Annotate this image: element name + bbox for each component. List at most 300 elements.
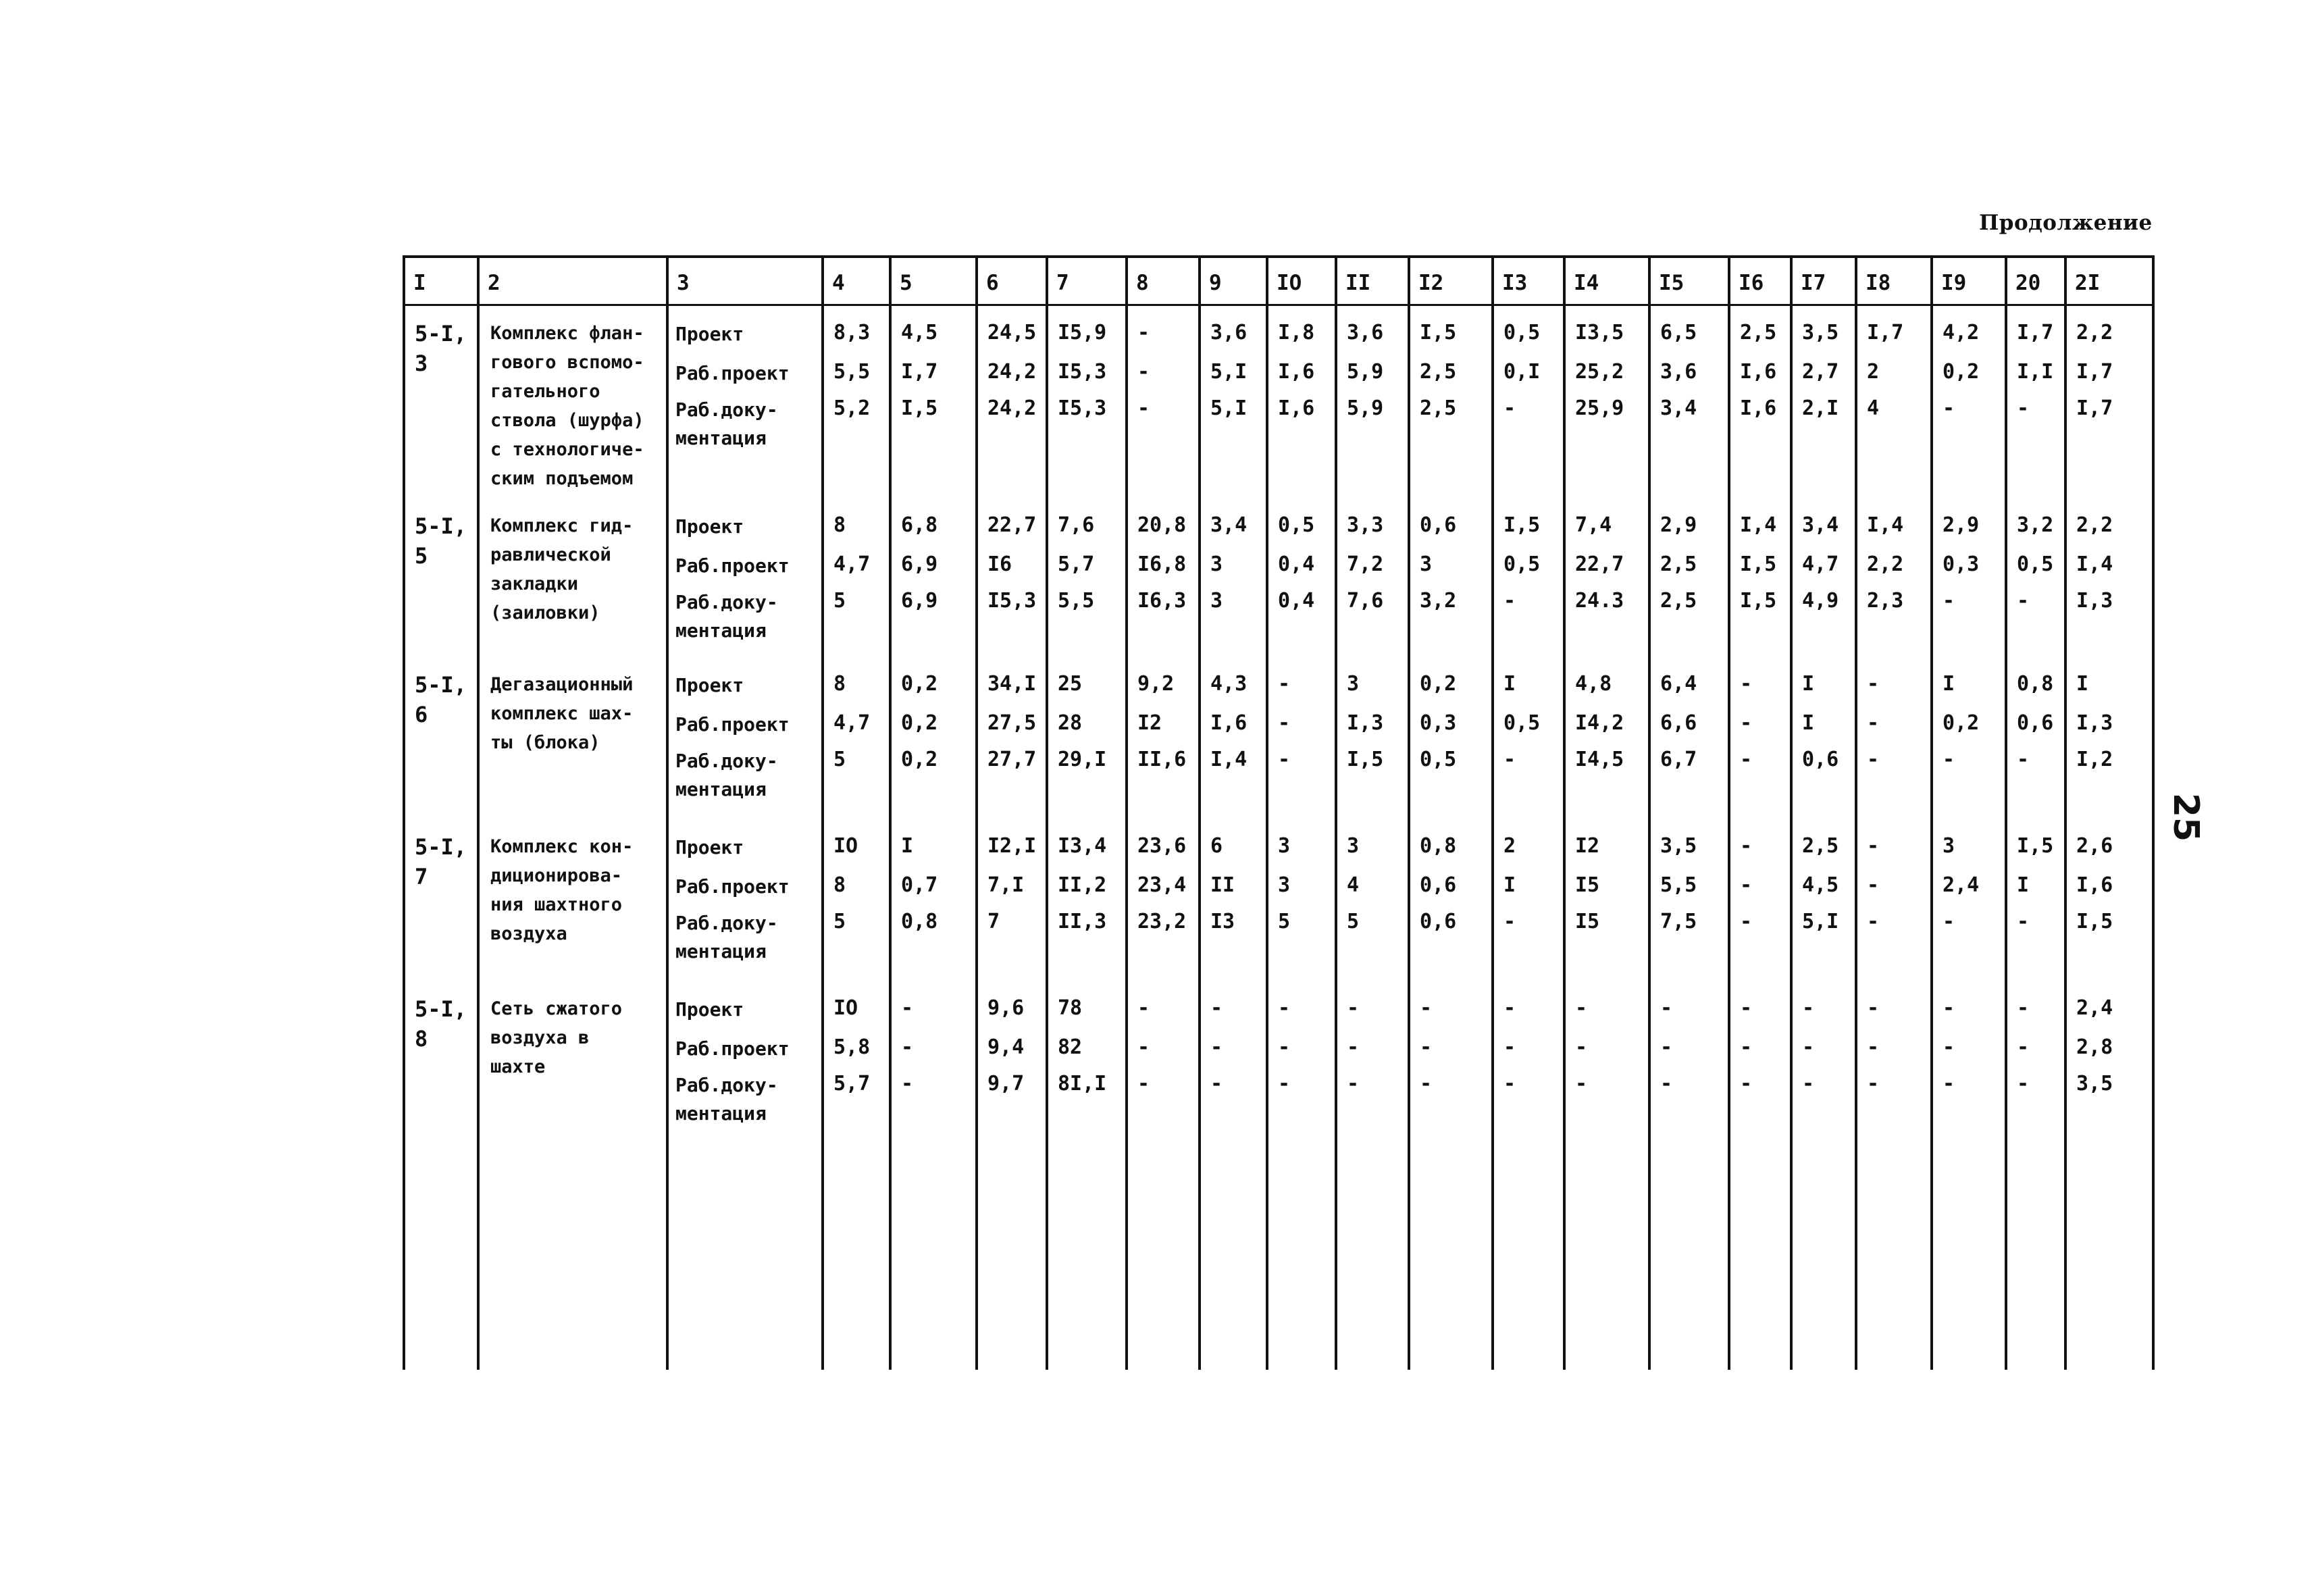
table-cell: I,4: [2076, 552, 2113, 576]
column-header: I: [413, 271, 426, 295]
column-header: 9: [1209, 271, 1222, 295]
table-cell: II: [1210, 873, 1235, 897]
table-cell: -: [1867, 1072, 1880, 1096]
table-cell: I5,3: [987, 589, 1037, 613]
column-divider: [1728, 255, 1730, 1370]
table-cell: -: [1347, 996, 1360, 1020]
table-cell: I,6: [1278, 360, 1315, 384]
table-cell: 4,9: [1802, 589, 1839, 613]
table-cell: 25,2: [1575, 360, 1624, 384]
table-cell: 3,6: [1660, 360, 1697, 384]
column-divider: [1930, 255, 1933, 1370]
table-cell: 0,6: [2017, 711, 2054, 735]
table-cell: II,3: [1058, 910, 1107, 933]
column-divider: [2064, 255, 2067, 1370]
table-cell: 2,5: [1420, 396, 1457, 420]
table-cell: -: [1278, 711, 1291, 735]
table-cell: I,6: [1278, 396, 1315, 420]
table-cell: 0,3: [1943, 552, 1980, 576]
table-cell: 2,3: [1867, 589, 1904, 613]
table-cell: I6,3: [1137, 589, 1187, 613]
object-code: 5-I, 5: [415, 513, 467, 569]
table-cell: 78: [1058, 996, 1083, 1020]
table-cell: I,5: [2076, 910, 2113, 933]
table-cell: 9,6: [987, 996, 1025, 1020]
table-cell: 2: [1503, 834, 1516, 858]
table-cell: I,4: [1740, 513, 1777, 537]
table-cell: 6,9: [901, 589, 938, 613]
table-cell: 3: [1347, 672, 1360, 696]
stage-label: Раб.доку- ментация: [675, 398, 778, 449]
table-cell: -: [1943, 910, 1955, 933]
table-cell: -: [1740, 711, 1753, 735]
table-cell: 5,9: [1347, 360, 1384, 384]
table-cell: 0,8: [2017, 672, 2054, 696]
column-header: 6: [986, 271, 999, 295]
table-cell: 4,5: [901, 321, 938, 344]
table-cell: -: [1740, 834, 1753, 858]
table-cell: -: [1740, 672, 1753, 696]
table-cell: 0,6: [1802, 748, 1839, 771]
table-cell: 3,4: [1210, 513, 1248, 537]
table-cell: -: [1867, 873, 1880, 897]
table-cell: 2,2: [2076, 513, 2113, 537]
table-cell: 29,I: [1058, 748, 1107, 771]
table-cell: 0,6: [1420, 873, 1457, 897]
table-cell: II,2: [1058, 873, 1107, 897]
table-cell: -: [1137, 360, 1150, 384]
column-header: 2I: [2075, 271, 2101, 295]
table-cell: II,6: [1137, 748, 1187, 771]
object-name: Комплекс кон- диционирова- ния шахтного воздуха: [490, 836, 634, 944]
object-name: Комплекс флан- гового вспомо- гательного ствола (шурфа) с технологиче- ским подъемом: [490, 323, 644, 489]
table-cell: I,6: [1740, 360, 1777, 384]
table-cell: 4: [1347, 873, 1360, 897]
table-cell: I,3: [1347, 711, 1384, 735]
table-cell: I4,5: [1575, 748, 1624, 771]
table-cell: 23,4: [1137, 873, 1187, 897]
table-cell: 6,8: [901, 513, 938, 537]
table-cell: 24,2: [987, 360, 1037, 384]
table-cell: 2,4: [2076, 996, 2113, 1020]
table-cell: 0,5: [1503, 552, 1541, 576]
table-cell: -: [1943, 1035, 1955, 1059]
table-cell: -: [2017, 1035, 2030, 1059]
column-header: I8: [1866, 271, 1891, 295]
object-name: Дегазационный комплекс шах- ты (блока): [490, 674, 634, 753]
table-cell: -: [1420, 996, 1433, 1020]
table-cell: I,3: [2076, 711, 2113, 735]
table-cell: I: [901, 834, 914, 858]
table-cell: -: [901, 1072, 914, 1096]
table-cell: -: [1210, 1035, 1223, 1059]
table-cell: 5,5: [1660, 873, 1697, 897]
table-cell: I,3: [2076, 589, 2113, 613]
table-cell: I3: [1210, 910, 1235, 933]
table-cell: 0,5: [1278, 513, 1315, 537]
table-cell: -: [1210, 996, 1223, 1020]
table-cell: 0,2: [901, 711, 938, 735]
table-cell: 3,6: [1210, 321, 1248, 344]
table-cell: 0,8: [1420, 834, 1457, 858]
table-cell: 5,2: [833, 396, 871, 420]
table-cell: 0,5: [2017, 552, 2054, 576]
table-cell: 6,7: [1660, 748, 1697, 771]
table-cell: 0,3: [1420, 711, 1457, 735]
table-cell: I,5: [1420, 321, 1457, 344]
table-cell: -: [1943, 396, 1955, 420]
table-cell: 4,2: [1943, 321, 1980, 344]
column-divider: [1563, 255, 1566, 1370]
table-cell: -: [1278, 996, 1291, 1020]
table-cell: -: [1740, 873, 1753, 897]
column-header: I3: [1502, 271, 1528, 295]
column-divider: [2005, 255, 2007, 1370]
table-cell: 3,5: [1802, 321, 1839, 344]
table-cell: 3: [1420, 552, 1433, 576]
column-divider: [1790, 255, 1793, 1370]
table-cell: I,5: [1740, 589, 1777, 613]
table-cell: -: [1137, 1035, 1150, 1059]
table-cell: -: [1943, 589, 1955, 613]
table-cell: I2: [1137, 711, 1162, 735]
column-header: I5: [1659, 271, 1685, 295]
table-cell: -: [901, 1035, 914, 1059]
table-cell: -: [1278, 672, 1291, 696]
table-cell: 5,5: [833, 360, 871, 384]
table-cell: -: [1278, 748, 1291, 771]
table-cell: 4,7: [833, 711, 871, 735]
table-cell: 24,5: [987, 321, 1037, 344]
table-cell: I: [1943, 672, 1955, 696]
table-cell: -: [1503, 996, 1516, 1020]
table-cell: 3,4: [1802, 513, 1839, 537]
table-cell: -: [2017, 996, 2030, 1020]
table-cell: 0,2: [901, 748, 938, 771]
table-cell: 3: [1210, 589, 1223, 613]
table-cell: 4,3: [1210, 672, 1248, 696]
column-header: 20: [2015, 271, 2041, 295]
table-cell: 0,6: [1420, 513, 1457, 537]
table-cell: 3,2: [1420, 589, 1457, 613]
page-number: 25: [2165, 792, 2207, 842]
stage-label: Проект: [675, 836, 744, 858]
table-cell: 3: [1347, 834, 1360, 858]
data-table: [404, 255, 2153, 1370]
table-cell: 5,8: [833, 1035, 871, 1059]
table-cell: I: [1503, 873, 1516, 897]
table-cell: 3,6: [1347, 321, 1384, 344]
stage-label: Раб.проект: [675, 555, 790, 577]
table-cell: 28: [1058, 711, 1083, 735]
column-header: II: [1345, 271, 1371, 295]
table-cell: -: [1278, 1035, 1291, 1059]
table-cell: 2,5: [1660, 552, 1697, 576]
column-header: I2: [1418, 271, 1444, 295]
stage-label: Раб.доку- ментация: [675, 912, 778, 962]
table-cell: I,5: [1347, 748, 1384, 771]
table-cell: -: [1660, 1072, 1673, 1096]
table-cell: 5,5: [1058, 589, 1095, 613]
table-cell: 3: [1278, 834, 1291, 858]
table-cell: 20,8: [1137, 513, 1187, 537]
table-cell: I,7: [1867, 321, 1904, 344]
column-header: 7: [1056, 271, 1069, 295]
table-cell: -: [1740, 910, 1753, 933]
table-cell: 3,5: [1660, 834, 1697, 858]
table-cell: 5: [833, 910, 846, 933]
table-cell: -: [1420, 1035, 1433, 1059]
table-cell: -: [1867, 910, 1880, 933]
table-cell: I: [2017, 873, 2030, 897]
table-cell: -: [1867, 1035, 1880, 1059]
table-cell: 23,6: [1137, 834, 1187, 858]
column-header: I9: [1941, 271, 1967, 295]
column-divider: [975, 255, 978, 1370]
table-cell: 7,5: [1660, 910, 1697, 933]
table-cell: -: [1420, 1072, 1433, 1096]
column-divider: [1491, 255, 1494, 1370]
table-cell: I,7: [901, 360, 938, 384]
table-cell: I,5: [901, 396, 938, 420]
table-cell: -: [1137, 321, 1150, 344]
table-cell: -: [1740, 748, 1753, 771]
table-cell: 24.3: [1575, 589, 1624, 613]
table-cell: 25: [1058, 672, 1083, 696]
column-divider: [1125, 255, 1128, 1370]
table-cell: 5,7: [1058, 552, 1095, 576]
table-cell: -: [2017, 910, 2030, 933]
table-cell: 3: [1210, 552, 1223, 576]
table-cell: -: [1867, 996, 1880, 1020]
table-cell: I,7: [2017, 321, 2054, 344]
table-cell: I,5: [1503, 513, 1541, 537]
table-cell: I,7: [2076, 360, 2113, 384]
table-cell: -: [1137, 1072, 1150, 1096]
table-cell: -: [1867, 748, 1880, 771]
column-header: I7: [1801, 271, 1826, 295]
column-divider: [1855, 255, 1857, 1370]
table-cell: 0,4: [1278, 552, 1315, 576]
table-cell: 2,5: [1740, 321, 1777, 344]
column-divider: [1648, 255, 1651, 1370]
table-cell: 0,2: [901, 672, 938, 696]
table-cell: 9,4: [987, 1035, 1025, 1059]
table-cell: I,I: [2017, 360, 2054, 384]
table-cell: -: [1503, 396, 1516, 420]
table-cell: 0,I: [1503, 360, 1541, 384]
column-divider: [1408, 255, 1410, 1370]
table-cell: -: [1503, 910, 1516, 933]
column-header: I6: [1739, 271, 1764, 295]
table-cell: 2,6: [2076, 834, 2113, 858]
table-cell: 4,5: [1802, 873, 1839, 897]
table-cell: 0,7: [901, 873, 938, 897]
object-code: 5-I, 3: [415, 321, 467, 376]
table-cell: 7: [987, 910, 1000, 933]
column-divider: [666, 255, 669, 1370]
table-cell: I3,4: [1058, 834, 1107, 858]
table-cell: 2,5: [1660, 589, 1697, 613]
column-header: 2: [488, 271, 500, 295]
table-cell: 0,4: [1278, 589, 1315, 613]
table-cell: 25,9: [1575, 396, 1624, 420]
object-name: Сеть сжатого воздуха в шахте: [490, 998, 623, 1077]
stage-label: Раб.проект: [675, 362, 790, 384]
table-cell: 5: [1278, 910, 1291, 933]
table-cell: 3: [1943, 834, 1955, 858]
table-cell: -: [1347, 1035, 1360, 1059]
table-cell: -: [1943, 748, 1955, 771]
table-cell: -: [2017, 589, 2030, 613]
stage-label: Раб.проект: [675, 1037, 790, 1060]
column-header: I4: [1574, 271, 1599, 295]
table-cell: 0,8: [901, 910, 938, 933]
table-cell: 4: [1867, 396, 1880, 420]
table-cell: -: [1802, 1072, 1815, 1096]
table-cell: 9,2: [1137, 672, 1175, 696]
table-cell: 82: [1058, 1035, 1083, 1059]
stage-label: Раб.доку- ментация: [675, 591, 778, 642]
table-cell: 7,6: [1058, 513, 1095, 537]
table-cell: IO: [833, 834, 858, 858]
table-cell: I5,3: [1058, 360, 1107, 384]
table-cell: -: [1137, 396, 1150, 420]
table-cell: I6: [987, 552, 1012, 576]
column-divider: [1335, 255, 1337, 1370]
table-cell: 2: [1867, 360, 1880, 384]
column-divider: [889, 255, 892, 1370]
table-cell: 5,I: [1210, 396, 1248, 420]
table-cell: I,5: [1740, 552, 1777, 576]
table-cell: -: [1867, 672, 1880, 696]
table-cell: 8,3: [833, 321, 871, 344]
table-cell: 0,5: [1503, 321, 1541, 344]
table-cell: 3,5: [2076, 1072, 2113, 1096]
column-header: 4: [832, 271, 845, 295]
table-cell: 22,7: [987, 513, 1037, 537]
stage-label: Раб.доку- ментация: [675, 1074, 778, 1125]
table-cell: 0,5: [1503, 711, 1541, 735]
table-cell: 7,I: [987, 873, 1025, 897]
table-cell: -: [2017, 396, 2030, 420]
table-cell: -: [1503, 1035, 1516, 1059]
table-cell: 34,I: [987, 672, 1037, 696]
table-cell: 4,8: [1575, 672, 1612, 696]
table-cell: -: [1503, 589, 1516, 613]
table-cell: -: [1943, 1072, 1955, 1096]
table-cell: 6,4: [1660, 672, 1697, 696]
table-cell: I,7: [2076, 396, 2113, 420]
table-cell: -: [1802, 996, 1815, 1020]
table-cell: -: [1867, 834, 1880, 858]
column-header: 5: [900, 271, 912, 295]
table-cell: 4,7: [833, 552, 871, 576]
table-cell: -: [2017, 748, 2030, 771]
table-cell: I3,5: [1575, 321, 1624, 344]
column-divider: [477, 255, 480, 1370]
table-cell: 9,7: [987, 1072, 1025, 1096]
table-cell: 3,3: [1347, 513, 1384, 537]
table-cell: I: [1802, 672, 1815, 696]
table-cell: -: [1503, 748, 1516, 771]
column-divider: [1198, 255, 1201, 1370]
table-cell: 3,2: [2017, 513, 2054, 537]
table-cell: 8I,I: [1058, 1072, 1107, 1096]
table-cell: -: [1210, 1072, 1223, 1096]
table-cell: I,6: [1210, 711, 1248, 735]
table-cell: 22,7: [1575, 552, 1624, 576]
stage-label: Раб.проект: [675, 713, 790, 736]
table-cell: -: [1503, 1072, 1516, 1096]
table-cell: I5,9: [1058, 321, 1107, 344]
table-cell: 2,5: [1420, 360, 1457, 384]
table-cell: 6: [1210, 834, 1223, 858]
object-code: 5-I, 6: [415, 672, 467, 727]
table-cell: IO: [833, 996, 858, 1020]
table-cell: -: [1660, 996, 1673, 1020]
table-cell: 7,2: [1347, 552, 1384, 576]
table-cell: 5,I: [1802, 910, 1839, 933]
table-cell: -: [2017, 1072, 2030, 1096]
table-cell: I: [1503, 672, 1516, 696]
column-header: 3: [677, 271, 690, 295]
table-cell: 4,7: [1802, 552, 1839, 576]
table-cell: -: [901, 996, 914, 1020]
table-cell: 27,5: [987, 711, 1037, 735]
column-divider: [2152, 255, 2155, 1370]
table-cell: 8: [833, 672, 846, 696]
table-cell: 27,7: [987, 748, 1037, 771]
table-cell: 5,9: [1347, 396, 1384, 420]
stage-label: Проект: [675, 515, 744, 538]
table-cell: I,6: [2076, 873, 2113, 897]
table-cell: 0,5: [1420, 748, 1457, 771]
table-cell: I5: [1575, 873, 1600, 897]
table-cell: I5,3: [1058, 396, 1107, 420]
table-cell: 2,4: [1943, 873, 1980, 897]
table-cell: -: [1740, 1072, 1753, 1096]
table-cell: 5: [1347, 910, 1360, 933]
table-cell: I,5: [2017, 834, 2054, 858]
table-cell: 5: [833, 748, 846, 771]
table-cell: 7,4: [1575, 513, 1612, 537]
table-cell: -: [1867, 711, 1880, 735]
object-code: 5-I, 7: [415, 834, 467, 890]
stage-label: Проект: [675, 998, 744, 1021]
column-header: 8: [1136, 271, 1149, 295]
table-cell: I,2: [2076, 748, 2113, 771]
table-cell: 5,7: [833, 1072, 871, 1096]
table-cell: 8: [833, 513, 846, 537]
table-cell: 2,2: [1867, 552, 1904, 576]
table-cell: 0,2: [1943, 711, 1980, 735]
table-cell: 2,5: [1802, 834, 1839, 858]
table-cell: 6,5: [1660, 321, 1697, 344]
table-cell: 0,2: [1420, 672, 1457, 696]
table-cell: 2,I: [1802, 396, 1839, 420]
table-cell: 2,7: [1802, 360, 1839, 384]
table-cell: I: [2076, 672, 2089, 696]
table-cell: 3: [1278, 873, 1291, 897]
table-cell: -: [1137, 996, 1150, 1020]
table-cell: 8: [833, 873, 846, 897]
object-code: 5-I, 8: [415, 996, 467, 1052]
table-cell: 5: [833, 589, 846, 613]
stage-label: Проект: [675, 674, 744, 696]
column-divider: [403, 255, 405, 1370]
table-cell: I5: [1575, 910, 1600, 933]
